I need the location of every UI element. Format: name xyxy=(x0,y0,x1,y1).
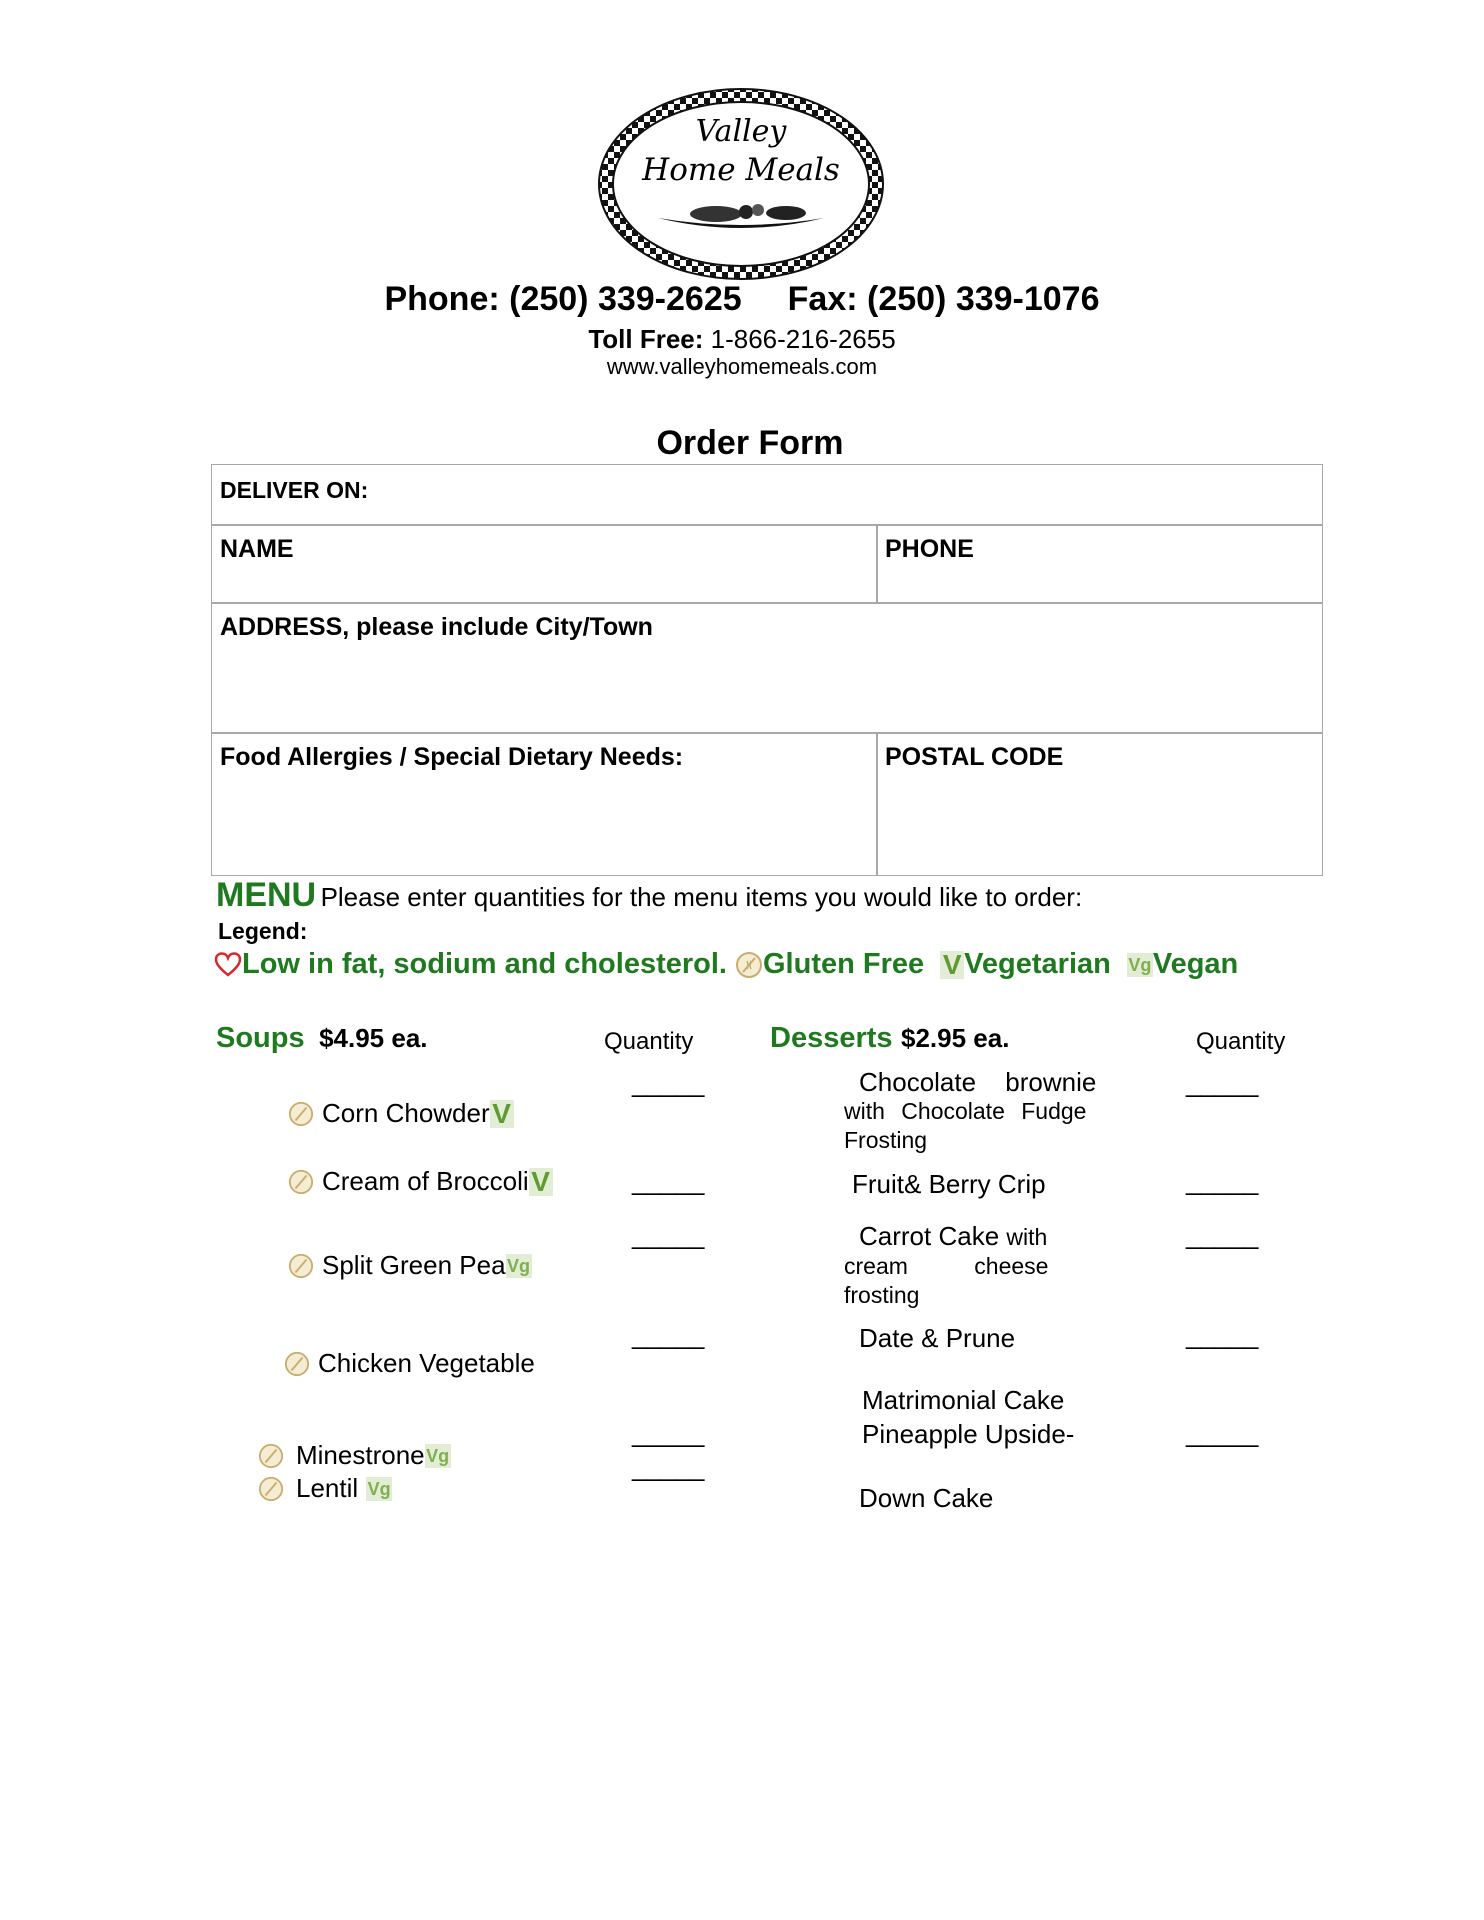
gluten-free-icon xyxy=(288,1101,314,1127)
allergies-field[interactable] xyxy=(211,732,878,876)
dessert-quantity-input[interactable]: _____ xyxy=(1186,1320,1259,1350)
dessert-item-pineapple-upside-down-line2: Down Cake xyxy=(859,1483,994,1513)
gluten-free-icon xyxy=(258,1476,284,1502)
phone-label: PHONE xyxy=(885,535,974,563)
dessert-item-carrot-cake: Carrot Cake with cream cheese frosting xyxy=(844,1221,1049,1308)
soup-name: Chicken Vegetable xyxy=(318,1348,535,1378)
soups-quantity-header: Quantity xyxy=(604,1028,694,1055)
website-link[interactable]: www.valleyhomemeals.com xyxy=(606,354,878,379)
deliver-on-label: DELIVER ON: xyxy=(220,477,369,503)
desserts-price: $2.95 ea. xyxy=(900,1023,1010,1053)
menu-title: MENU xyxy=(216,876,317,914)
menu-instruction: Please enter quantities for the menu items you would like to order: xyxy=(320,882,1083,912)
vegetarian-icon: V xyxy=(529,1168,553,1196)
desserts-title: Desserts xyxy=(770,1022,893,1054)
heart-icon xyxy=(214,952,242,978)
vegan-icon: Vg xyxy=(507,1255,531,1276)
soups-heading xyxy=(216,1022,428,1055)
legend xyxy=(214,948,1238,981)
vegan-icon: Vg xyxy=(426,1445,450,1466)
legend-low-fat: Low in fat, sodium and cholesterol. xyxy=(242,948,727,980)
legend-vegetarian: Vegetarian xyxy=(964,948,1111,980)
legend-vegan: Vegan xyxy=(1152,948,1239,980)
soups-price: $4.95 ea. xyxy=(319,1023,428,1053)
gluten-free-icon xyxy=(284,1351,310,1377)
vegan-icon: Vg xyxy=(367,1478,391,1499)
soup-item-minestrone xyxy=(258,1440,451,1471)
valley-home-meals-logo xyxy=(596,86,886,282)
menu-heading xyxy=(216,876,1082,915)
dessert-quantity-input[interactable]: _____ xyxy=(1186,1418,1259,1448)
address-field[interactable] xyxy=(211,602,1323,734)
soup-quantity-input[interactable]: _____ xyxy=(632,1166,705,1196)
soup-quantity-input[interactable]: _____ xyxy=(632,1418,705,1448)
soup-name: Cream of Broccoli xyxy=(322,1166,529,1196)
allergies-label: Food Allergies / Special Dietary Needs: xyxy=(220,743,684,771)
gluten-free-icon xyxy=(735,951,763,979)
dessert-quantity-input[interactable]: _____ xyxy=(1186,1166,1259,1196)
soup-quantity-input[interactable]: _____ xyxy=(632,1220,705,1250)
soup-item-split-green-pea xyxy=(288,1250,532,1281)
dessert-item-date-prune: Date & Prune xyxy=(859,1323,1016,1353)
toll-free-number: 1-866-216-2655 xyxy=(710,324,896,354)
dessert-item-pineapple-upside-down: Pineapple Upside- xyxy=(862,1419,1075,1449)
legend-label: Legend: xyxy=(218,918,308,944)
soup-quantity-input[interactable]: _____ xyxy=(632,1320,705,1350)
logo-line1: Valley xyxy=(695,114,787,149)
soups-title: Soups xyxy=(216,1022,305,1054)
gluten-free-icon xyxy=(288,1169,314,1195)
dessert-item-fruit-berry-crip: Fruit& Berry Crip xyxy=(852,1169,1046,1199)
logo-line2: Home Meals xyxy=(642,152,840,188)
soup-name: Corn Chowder xyxy=(322,1098,490,1128)
legend-gluten-free: Gluten Free xyxy=(763,948,925,980)
soup-quantity-input[interactable]: _____ xyxy=(632,1068,705,1098)
vegetarian-icon: V xyxy=(490,1100,514,1128)
gluten-free-icon xyxy=(258,1443,284,1469)
toll-free-line xyxy=(0,324,1484,355)
soup-item-corn-chowder xyxy=(288,1098,514,1129)
name-field[interactable] xyxy=(211,524,878,604)
address-label: ADDRESS, please include City/Town xyxy=(220,613,653,641)
deliver-on-field[interactable] xyxy=(211,464,1323,526)
page-title: Order Form xyxy=(656,424,844,462)
postal-code-label: POSTAL CODE xyxy=(885,743,1064,771)
soup-name: Lentil xyxy=(296,1473,359,1503)
dessert-quantity-input[interactable]: _____ xyxy=(1186,1068,1259,1098)
phone-field[interactable] xyxy=(876,524,1323,604)
vegan-icon: Vg xyxy=(1128,954,1152,975)
postal-code-field[interactable] xyxy=(876,732,1323,876)
desserts-heading xyxy=(770,1022,1009,1055)
dessert-item-chocolate-brownie: Chocolate brownie with Chocolate Fudge Frosting xyxy=(844,1067,1097,1153)
vegetarian-icon: V xyxy=(940,951,964,979)
phone-number: Phone: (250) 339-2625 xyxy=(384,280,742,318)
soup-item-chicken-vegetable xyxy=(284,1348,535,1379)
soup-name: Split Green Pea xyxy=(322,1250,506,1280)
name-label: NAME xyxy=(220,535,294,563)
soup-quantity-input[interactable]: _____ xyxy=(632,1452,705,1482)
contact-line xyxy=(0,280,1484,319)
fax-number: Fax: (250) 339-1076 xyxy=(787,280,1100,318)
toll-free-label: Toll Free: xyxy=(588,324,704,354)
soup-item-lentil xyxy=(258,1473,392,1504)
dessert-item-matrimonial-cake: Matrimonial Cake xyxy=(862,1385,1065,1415)
soup-name: Minestrone xyxy=(296,1440,425,1470)
desserts-quantity-header: Quantity xyxy=(1196,1028,1286,1055)
gluten-free-icon xyxy=(288,1253,314,1279)
dessert-quantity-input[interactable]: _____ xyxy=(1186,1220,1259,1250)
soup-item-cream-of-broccoli xyxy=(288,1166,553,1197)
